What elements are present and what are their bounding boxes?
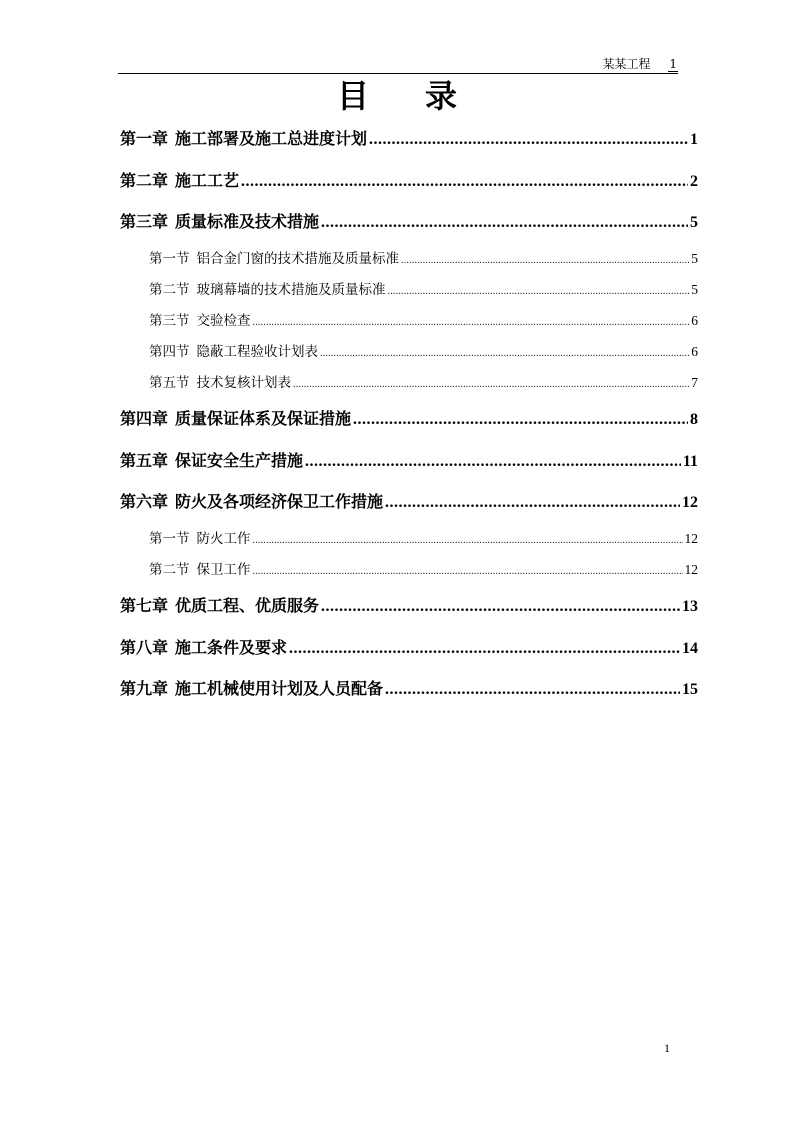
toc-entry-label <box>120 118 367 160</box>
toc-dot-leader <box>305 440 681 483</box>
toc-dot-leader <box>321 201 688 244</box>
toc-entry-text: 质量标准及技术措施 <box>175 212 320 231</box>
toc-entry-label <box>120 201 319 243</box>
toc-entry-text: 交验检查 <box>196 312 251 329</box>
toc-dot-leader <box>253 524 683 556</box>
toc-chapter-entry[interactable] <box>120 668 698 710</box>
header-title: 某某工程 <box>602 57 651 71</box>
toc-entry-number: 第八章 <box>120 637 169 657</box>
toc-entry-page: 5 <box>690 214 698 231</box>
toc-entry-text: 防火工作 <box>196 530 251 547</box>
toc-section-entry[interactable] <box>120 243 698 274</box>
toc-entry-page: 14 <box>682 639 698 657</box>
toc-dot-leader <box>320 337 689 369</box>
toc-section-entry[interactable] <box>120 554 698 585</box>
toc-chapter-entry[interactable] <box>120 398 698 440</box>
toc-entry-page: 12 <box>684 530 698 546</box>
toc-entry-number: 第六章 <box>120 492 169 512</box>
toc-entry-label <box>149 275 386 306</box>
toc-entry-number: 第二节 <box>149 562 190 579</box>
toc-entry-number: 第一节 <box>149 530 190 547</box>
toc-chapter-entry[interactable] <box>120 201 698 243</box>
toc-dot-leader <box>241 160 688 203</box>
toc-entry-page: 12 <box>682 494 698 512</box>
page-title: 目录 <box>336 77 513 115</box>
toc-dot-leader <box>385 481 680 524</box>
toc-entry-number: 第一节 <box>149 250 190 267</box>
toc-entry-number: 第七章 <box>120 596 169 616</box>
header-text <box>603 55 678 72</box>
toc-entry-text: 防火及各项经济保卫工作措施 <box>175 492 384 512</box>
toc-section-entry[interactable] <box>120 305 698 336</box>
toc-entry-text: 技术复核计划表 <box>196 375 291 392</box>
toc-dot-leader <box>388 275 690 307</box>
toc-entry-label <box>149 244 399 275</box>
toc-entry-number: 第四节 <box>149 344 190 361</box>
toc-entry-text: 隐蔽工程验收计划表 <box>196 344 318 361</box>
toc-entry-label <box>149 368 291 399</box>
toc-entry-page: 1 <box>690 131 698 148</box>
toc-entry-text: 玻璃幕墙的技术措施及质量标准 <box>196 281 386 298</box>
toc-entry-label <box>149 306 251 337</box>
toc-entry-label <box>120 585 319 627</box>
toc-chapter-entry[interactable] <box>120 481 698 523</box>
footer-page-number: 1 <box>664 1041 670 1055</box>
toc-entry-label <box>120 627 287 669</box>
toc-section-entry[interactable] <box>120 523 698 554</box>
toc-chapter-entry[interactable] <box>120 585 698 627</box>
toc-entry-label <box>120 481 383 523</box>
toc-entry-text: 施工工艺 <box>175 170 240 190</box>
table-of-contents <box>120 118 698 710</box>
toc-entry-label <box>149 524 251 555</box>
toc-entry-number: 第五节 <box>149 375 190 392</box>
toc-chapter-entry[interactable] <box>120 627 698 669</box>
toc-dot-leader <box>253 555 683 587</box>
toc-section-entry[interactable] <box>120 274 698 305</box>
toc-dot-leader <box>293 368 689 400</box>
toc-entry-number: 第三章 <box>120 212 169 231</box>
toc-entry-page: 6 <box>691 344 698 360</box>
toc-entry-text: 保卫工作 <box>196 562 251 579</box>
toc-entry-page: 11 <box>682 452 698 470</box>
page-header <box>118 52 678 74</box>
toc-chapter-entry[interactable] <box>120 118 698 160</box>
toc-entry-page: 7 <box>691 375 698 391</box>
toc-chapter-entry[interactable] <box>120 160 698 202</box>
toc-dot-leader <box>385 668 680 711</box>
toc-entry-page: 5 <box>691 250 698 266</box>
toc-entry-number: 第一章 <box>120 129 169 148</box>
toc-entry-number: 第二节 <box>149 281 190 298</box>
toc-entry-number: 第九章 <box>120 679 169 699</box>
toc-entry-page: 13 <box>682 598 698 616</box>
toc-section-entry[interactable] <box>120 336 698 367</box>
toc-entry-page: 8 <box>690 411 698 429</box>
toc-entry-text: 铝合金门窗的技术措施及质量标准 <box>196 250 399 267</box>
toc-dot-leader <box>353 398 688 441</box>
toc-dot-leader <box>289 627 680 670</box>
toc-entry-label <box>120 398 351 440</box>
toc-dot-leader <box>369 118 688 161</box>
toc-entry-number: 第二章 <box>120 170 169 190</box>
toc-entry-page: 12 <box>684 562 698 578</box>
header-page-number: 1 <box>669 57 677 71</box>
toc-entry-label <box>149 337 318 368</box>
toc-entry-page: 15 <box>682 681 698 699</box>
toc-entry-label <box>120 160 239 202</box>
toc-entry-label <box>120 440 303 482</box>
toc-entry-label <box>120 668 383 710</box>
toc-entry-text: 质量保证体系及保证措施 <box>175 409 352 429</box>
toc-entry-page: 5 <box>691 281 698 297</box>
toc-entry-number: 第四章 <box>120 409 169 429</box>
toc-chapter-entry[interactable] <box>120 440 698 482</box>
toc-entry-text: 施工条件及要求 <box>175 637 288 657</box>
toc-dot-leader <box>253 306 690 338</box>
toc-entry-text: 施工机械使用计划及人员配备 <box>175 679 384 699</box>
toc-entry-page: 2 <box>690 172 698 190</box>
toc-entry-number: 第三节 <box>149 312 190 329</box>
toc-entry-text: 保证安全生产措施 <box>175 450 304 470</box>
toc-dot-leader <box>321 585 680 628</box>
toc-entry-number: 第五章 <box>120 450 169 470</box>
toc-entry-page: 6 <box>691 312 698 328</box>
toc-entry-label <box>149 555 251 586</box>
toc-entry-text: 施工部署及施工总进度计划 <box>175 129 368 148</box>
toc-entry-text: 优质工程、优质服务 <box>175 596 320 616</box>
toc-dot-leader <box>401 244 689 276</box>
toc-section-entry[interactable] <box>120 367 698 398</box>
